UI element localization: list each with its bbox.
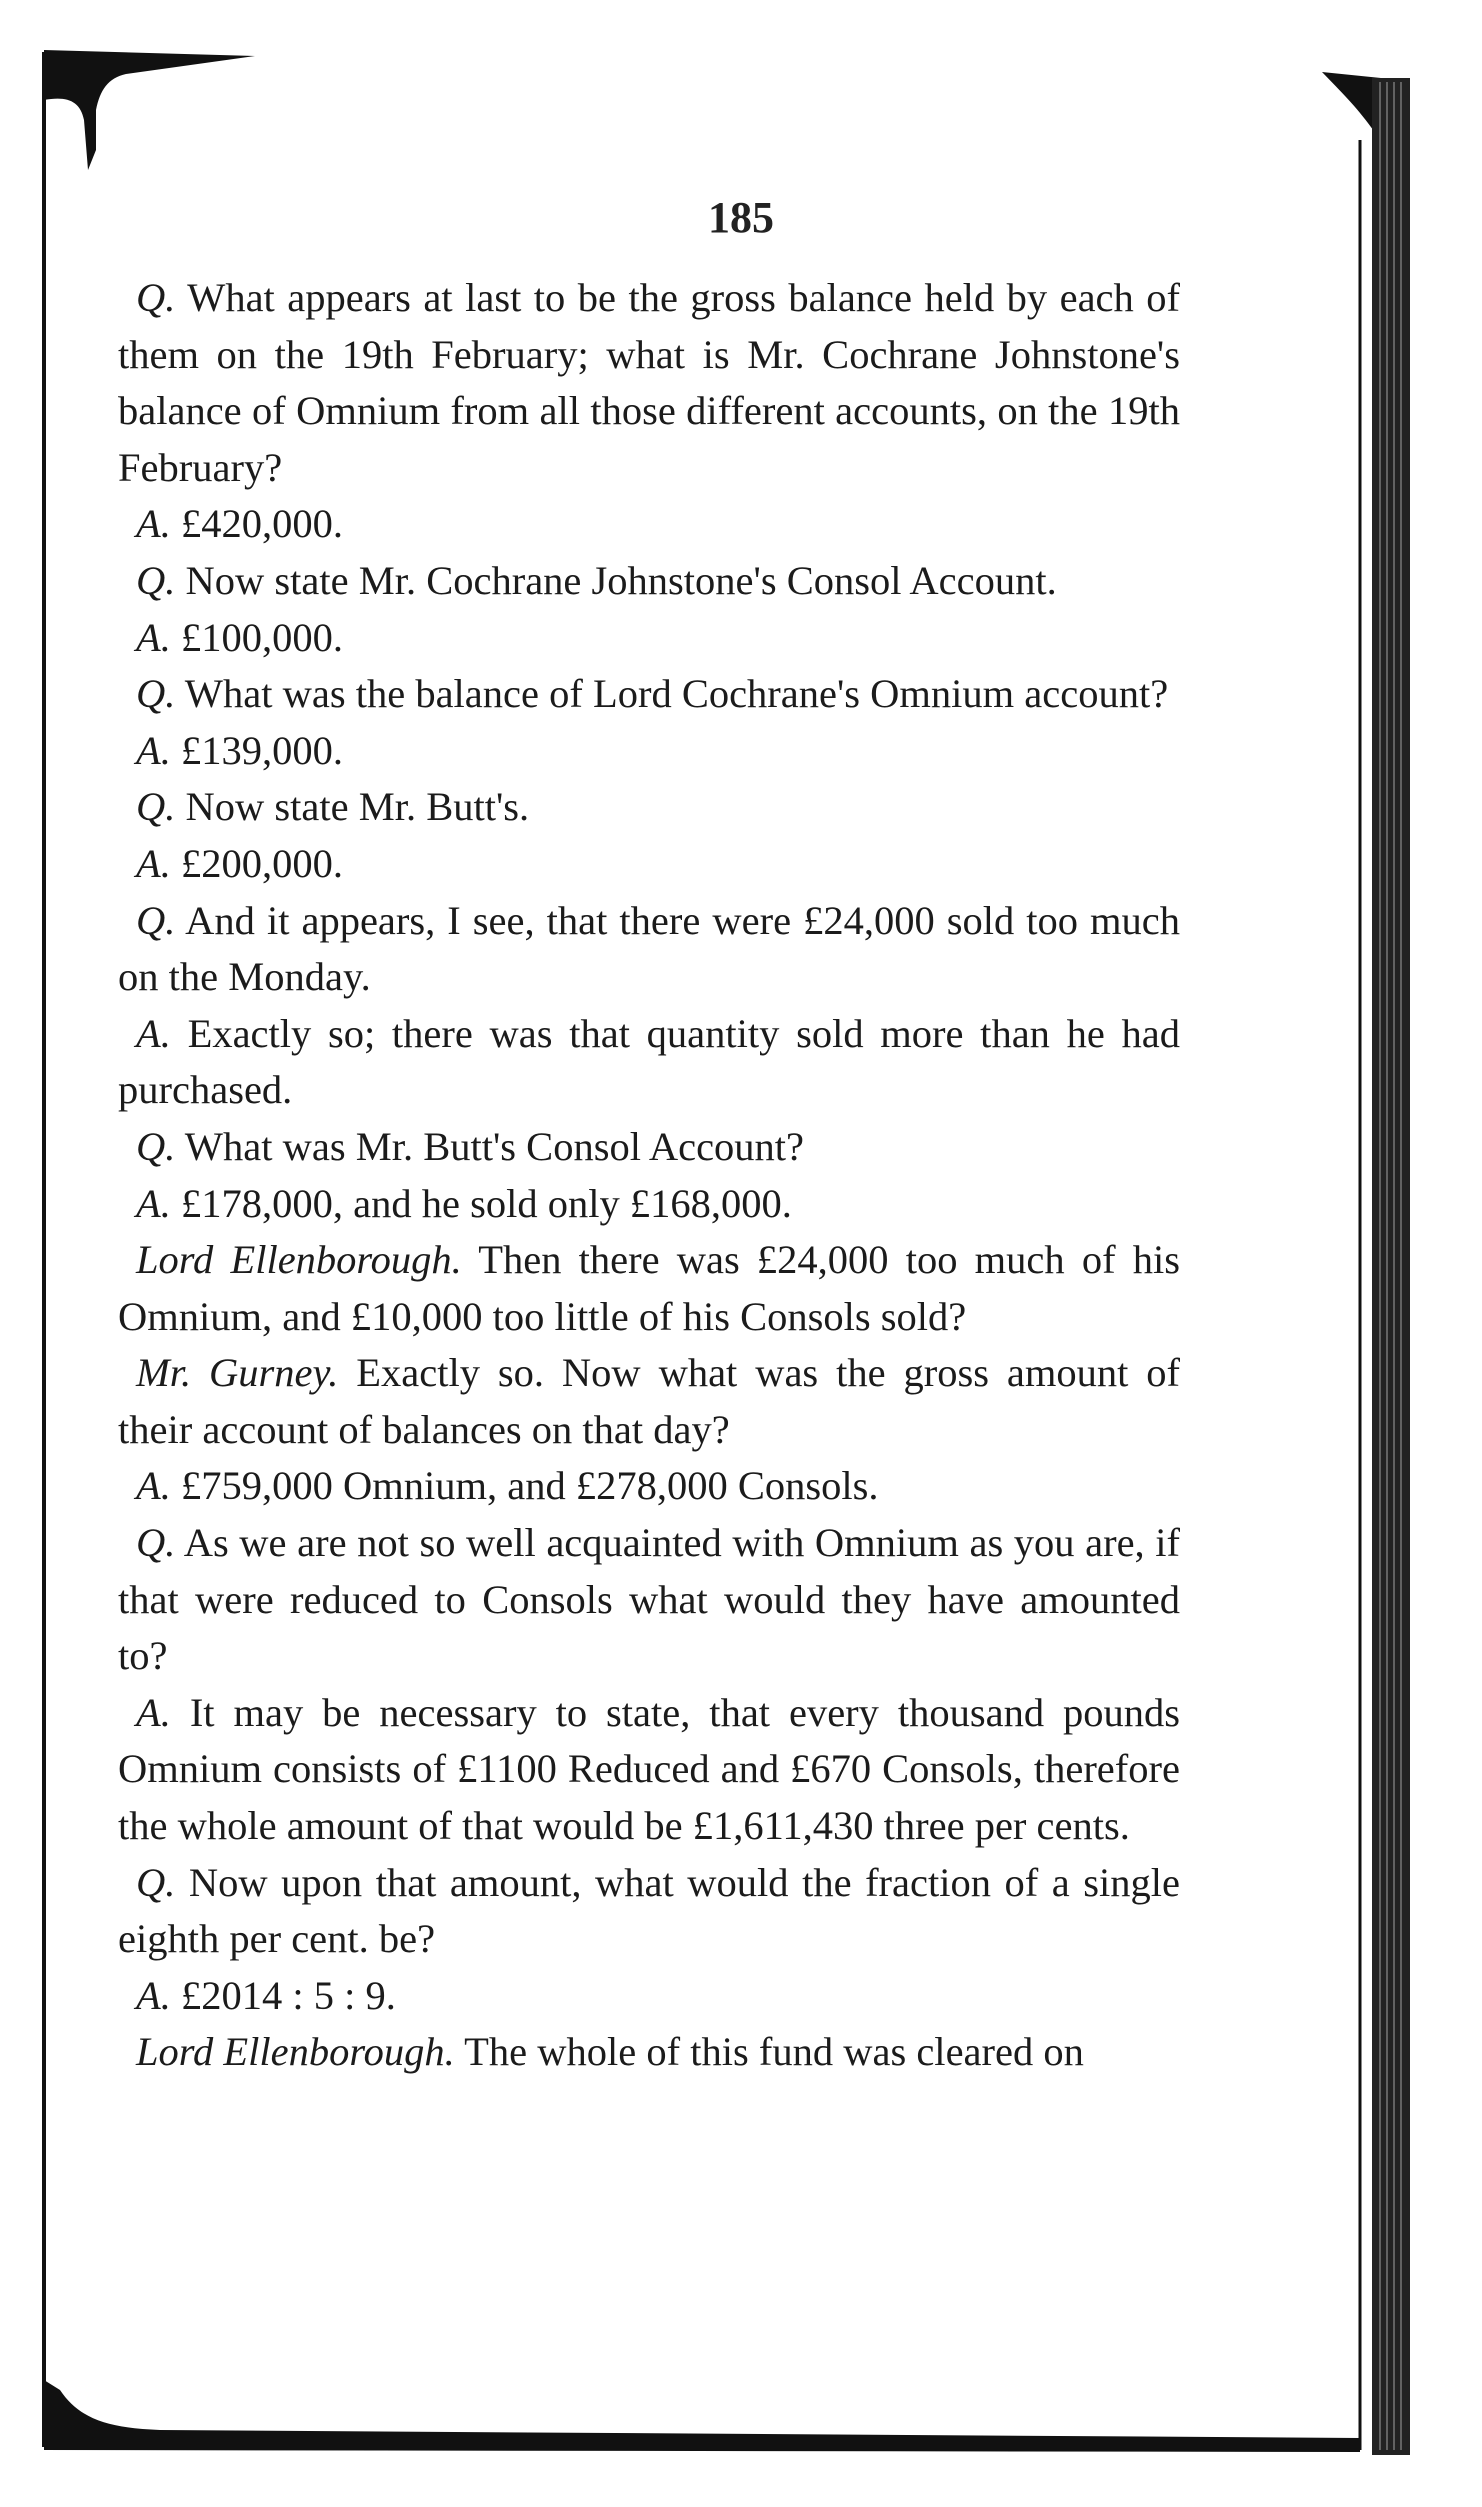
- paragraph: [118, 1968, 1180, 2025]
- paragraph-text: Exactly so. Now what was the gross amount of their account of balances on that day?: [118, 1350, 1180, 1452]
- paragraph: [118, 1855, 1180, 1968]
- speaker-label: A.: [136, 1463, 171, 1509]
- speaker-label: A.: [136, 840, 171, 886]
- speaker-label: Lord Ellenborough.: [136, 1237, 462, 1283]
- paragraph: [118, 496, 1180, 553]
- speaker-label: A.: [136, 1010, 171, 1056]
- paragraph-text: Now state Mr. Cochrane Johnstone's Consol Account.: [185, 557, 1057, 603]
- paragraph: [118, 893, 1180, 1006]
- paragraph-text: £2014 : 5 : 9.: [181, 1972, 396, 2018]
- paragraph-text: What appears at last to be the gross balance held by each of them on the 19th February; what is Mr. Cochrane Johnstone's balance of Omnium from all those different accounts, on the 19th February?: [118, 275, 1180, 490]
- speaker-label: Lord Ellenborough.: [136, 2029, 455, 2075]
- paragraph-text: The whole of this fund was cleared on: [464, 2029, 1084, 2075]
- speaker-label: A.: [136, 614, 171, 660]
- paragraph: [118, 1515, 1180, 1685]
- paragraph-text: Then there was £24,000 too much of his Omnium, and £10,000 too little of his Consols sold?: [118, 1237, 1180, 1339]
- speaker-label: A.: [136, 501, 171, 547]
- paragraph-text: It may be necessary to state, that every thousand pounds Omnium consists of £1100 Reduced and £670 Consols, therefore the whole amount of that would be £1,611,430 three per cents.: [118, 1689, 1181, 1849]
- paragraph: [118, 1458, 1180, 1515]
- paragraph-text: £420,000.: [181, 501, 343, 547]
- paragraph: [118, 1232, 1180, 1345]
- speaker-label: Q.: [136, 275, 176, 320]
- page-text: [118, 270, 1180, 2081]
- speaker-label: Q.: [136, 1123, 176, 1169]
- paragraph-text: £139,000.: [181, 727, 343, 773]
- right-spine: [1372, 78, 1410, 2455]
- paragraph: [118, 1176, 1180, 1233]
- paragraph: [118, 270, 1180, 496]
- speaker-label: Q.: [136, 897, 176, 943]
- speaker-label: Mr. Gurney.: [136, 1350, 339, 1396]
- paragraph-text: Exactly so; there was that quantity sold more than he had purchased.: [118, 1010, 1180, 1113]
- paragraph-text: What was Mr. Butt's Consol Account?: [184, 1123, 805, 1169]
- paragraph-text: £759,000 Omnium, and £278,000 Consols.: [181, 1463, 879, 1509]
- paragraph: [118, 1685, 1180, 1855]
- paragraph: [118, 1006, 1180, 1119]
- paragraph-text: And it appears, I see, that there were £24,000 sold too much on the Monday.: [118, 897, 1181, 1000]
- speaker-label: Q.: [136, 671, 176, 717]
- paragraph: [118, 1119, 1180, 1176]
- speaker-label: A.: [136, 1972, 171, 2018]
- paragraph: [118, 553, 1180, 610]
- speaker-label: Q.: [136, 784, 176, 830]
- bottom-left-corner-shadow: [44, 2380, 1360, 2452]
- paragraph-text: What was the balance of Lord Cochrane's Omnium account?: [184, 671, 1169, 717]
- paragraph: [118, 836, 1180, 893]
- speaker-label: Q.: [136, 557, 176, 603]
- speaker-label: Q.: [136, 1859, 176, 1905]
- page-number: 185: [708, 193, 774, 242]
- paragraph: [118, 610, 1180, 667]
- paragraph-text: £100,000.: [181, 614, 343, 660]
- speaker-label: Q.: [136, 1520, 176, 1566]
- paragraph: [118, 1345, 1180, 1458]
- top-left-corner-shadow: [44, 50, 255, 170]
- speaker-label: A.: [136, 1180, 171, 1226]
- speaker-label: A.: [136, 727, 171, 773]
- speaker-label: A.: [136, 1689, 171, 1735]
- paragraph-text: Now state Mr. Butt's.: [185, 784, 530, 830]
- paragraph-text: As we are not so well acquainted with Omnium as you are, if that were reduced to Consols what would they have amounted to?: [118, 1520, 1180, 1679]
- paragraph-text: £200,000.: [181, 840, 343, 886]
- paragraph-text: Now upon that amount, what would the fraction of a single eighth per cent. be?: [118, 1859, 1181, 1962]
- paragraph: [118, 666, 1180, 723]
- paragraph: [118, 2024, 1180, 2081]
- paragraph: [118, 779, 1180, 836]
- paragraph: [118, 723, 1180, 780]
- paragraph-text: £178,000, and he sold only £168,000.: [181, 1180, 792, 1226]
